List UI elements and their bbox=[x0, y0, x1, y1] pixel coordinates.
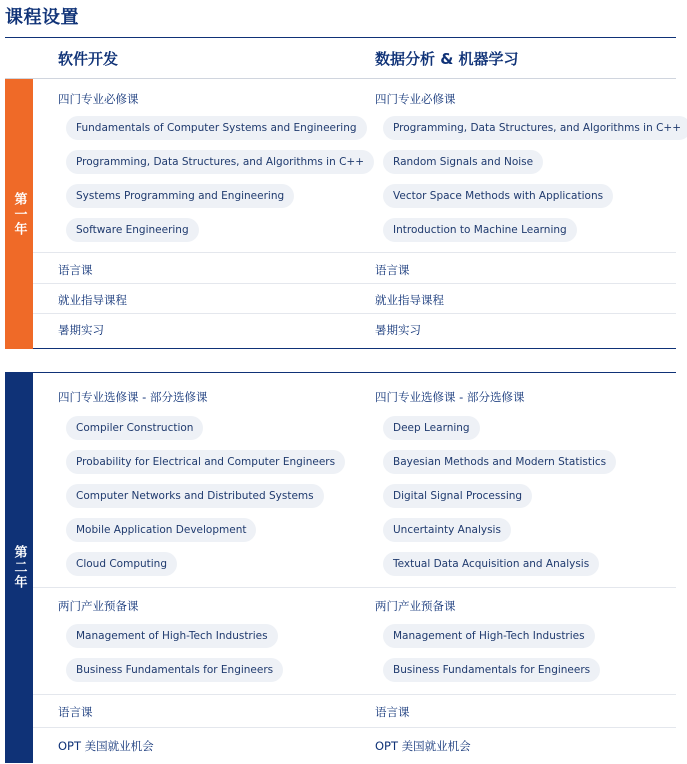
column-header-software: 软件开发 bbox=[58, 50, 119, 68]
year1-data-language: 语言课 bbox=[375, 263, 410, 277]
course-pill: Software Engineering bbox=[66, 218, 199, 242]
row-divider bbox=[33, 252, 676, 253]
course-pill: Textual Data Acquisition and Analysis bbox=[383, 552, 599, 576]
row-divider bbox=[33, 727, 676, 728]
year1-data-internship: 暑期实习 bbox=[375, 323, 421, 337]
year1-section bbox=[33, 79, 682, 349]
course-pill: Computer Networks and Distributed Systems bbox=[66, 484, 324, 508]
year2-data-industry-title: 两门产业预备课 bbox=[375, 599, 456, 613]
course-pill: Digital Signal Processing bbox=[383, 484, 532, 508]
year1-data-career: 就业指导课程 bbox=[375, 293, 444, 307]
course-pill: Business Fundamentals for Engineers bbox=[383, 658, 600, 682]
year1-label: 第一年 bbox=[11, 191, 27, 237]
course-pill: Business Fundamentals for Engineers bbox=[66, 658, 283, 682]
course-pill: Compiler Construction bbox=[66, 416, 203, 440]
course-pill: Random Signals and Noise bbox=[383, 150, 543, 174]
year2-data-language: 语言课 bbox=[375, 705, 410, 719]
year1-label-bar bbox=[5, 79, 33, 349]
course-pill: Cloud Computing bbox=[66, 552, 177, 576]
year1-software-internship: 暑期实习 bbox=[58, 323, 104, 337]
course-pill: Uncertainty Analysis bbox=[383, 518, 511, 542]
row-divider bbox=[33, 694, 676, 695]
year2-label-bar bbox=[5, 372, 33, 763]
year2-software-elective-title: 四门专业选修课 - 部分选修课 bbox=[58, 390, 208, 404]
course-pill: Programming, Data Structures, and Algorithms in C++ bbox=[66, 150, 374, 174]
course-pill: Management of High-Tech Industries bbox=[383, 624, 595, 648]
header-top-rule bbox=[5, 37, 676, 38]
year2-software-language: 语言课 bbox=[58, 705, 93, 719]
row-divider bbox=[33, 313, 676, 314]
year1-software-career: 就业指导课程 bbox=[58, 293, 127, 307]
course-pill: Programming, Data Structures, and Algorithms in C++ bbox=[383, 116, 687, 140]
course-pill: Fundamentals of Computer Systems and Engineering bbox=[66, 116, 367, 140]
year2-data-opt: OPT 美国就业机会 bbox=[375, 739, 471, 753]
row-divider bbox=[33, 283, 676, 284]
year2-section bbox=[33, 372, 676, 764]
column-header-data: 数据分析 & 机器学习 bbox=[375, 50, 519, 68]
course-pill: Systems Programming and Engineering bbox=[66, 184, 294, 208]
year1-software-core-title: 四门专业必修课 bbox=[58, 92, 139, 106]
course-pill: Management of High-Tech Industries bbox=[66, 624, 278, 648]
course-pill: Probability for Electrical and Computer Engineers bbox=[66, 450, 345, 474]
year2-data-elective-title: 四门专业选修课 - 部分选修课 bbox=[375, 390, 525, 404]
year1-data-core-title: 四门专业必修课 bbox=[375, 92, 456, 106]
year2-label: 第二年 bbox=[11, 545, 27, 590]
row-divider bbox=[33, 587, 676, 588]
page-title: 课程设置 bbox=[5, 7, 79, 28]
course-pill: Deep Learning bbox=[383, 416, 480, 440]
course-pill: Introduction to Machine Learning bbox=[383, 218, 577, 242]
year2-software-opt: OPT 美国就业机会 bbox=[58, 739, 154, 753]
course-pill: Vector Space Methods with Applications bbox=[383, 184, 613, 208]
year1-software-language: 语言课 bbox=[58, 263, 93, 277]
year2-software-industry-title: 两门产业预备课 bbox=[58, 599, 139, 613]
course-pill: Bayesian Methods and Modern Statistics bbox=[383, 450, 616, 474]
course-pill: Mobile Application Development bbox=[66, 518, 256, 542]
